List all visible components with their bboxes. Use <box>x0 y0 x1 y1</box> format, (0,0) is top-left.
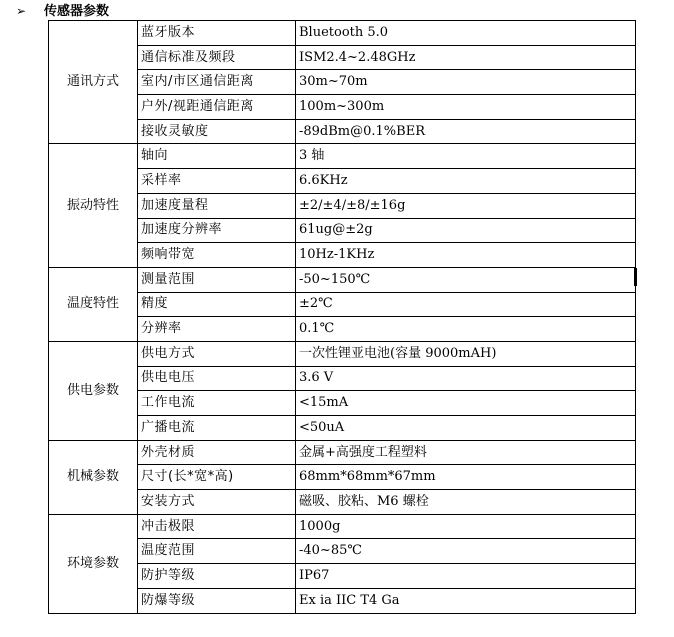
param-name-cell: 分辨率 <box>138 317 296 342</box>
param-name-cell: 尺寸(长*宽*高) <box>138 465 296 490</box>
table-row <box>49 539 636 564</box>
group-label: 通讯方式 <box>49 21 138 144</box>
param-value-cell: ±2/±4/±8/±16g <box>296 193 636 218</box>
param-name-cell: 供电电压 <box>138 366 296 391</box>
param-name-cell: 采样率 <box>138 169 296 194</box>
param-name-cell: 防爆等级 <box>138 588 296 613</box>
param-name-cell: 工作电流 <box>138 391 296 416</box>
param-name-cell: 蓝牙版本 <box>138 21 296 46</box>
group-label: 机械参数 <box>49 440 138 514</box>
param-name-cell: 户外/视距通信距离 <box>138 95 296 120</box>
param-value-cell: 61ug@±2g <box>296 218 636 243</box>
table-row <box>49 21 636 46</box>
param-name-cell: 冲击极限 <box>138 514 296 539</box>
param-value-cell: -50~150℃ <box>296 267 636 292</box>
table-row <box>49 169 636 194</box>
table-row <box>49 119 636 144</box>
param-value-cell: 磁吸、胶粘、M6 螺栓 <box>296 490 636 515</box>
param-value-cell: Bluetooth 5.0 <box>296 21 636 46</box>
param-name-cell: 频响带宽 <box>138 243 296 268</box>
param-name-cell: 供电方式 <box>138 341 296 366</box>
param-value-cell: 0.1℃ <box>296 317 636 342</box>
table-row <box>49 416 636 441</box>
param-value-cell: 10Hz-1KHz <box>296 243 636 268</box>
param-name-cell: 广播电流 <box>138 416 296 441</box>
param-value-cell: 30m~70m <box>296 70 636 95</box>
param-name-cell: 外壳材质 <box>138 440 296 465</box>
table-row <box>49 588 636 613</box>
param-value-cell: 3.6 V <box>296 366 636 391</box>
table-row <box>49 317 636 342</box>
param-value-cell: <50uA <box>296 416 636 441</box>
param-name-cell: 精度 <box>138 292 296 317</box>
param-name-cell: 加速度量程 <box>138 193 296 218</box>
param-value-cell: 1000g <box>296 514 636 539</box>
param-value-cell: 一次性锂亚电池(容量 9000mAH) <box>296 341 636 366</box>
table-row <box>49 218 636 243</box>
param-value-cell: Ex ia IIC T4 Ga <box>296 588 636 613</box>
param-value-cell: -40~85℃ <box>296 539 636 564</box>
param-name-cell: 测量范围 <box>138 267 296 292</box>
group-label: 温度特性 <box>49 267 138 341</box>
param-value-cell: ISM2.4~2.48GHz <box>296 45 636 70</box>
param-value-cell: 68mm*68mm*67mm <box>296 465 636 490</box>
table-row <box>49 514 636 539</box>
param-name-cell: 轴向 <box>138 144 296 169</box>
param-name-cell: 温度范围 <box>138 539 296 564</box>
table-row <box>49 144 636 169</box>
param-value-cell: 6.6KHz <box>296 169 636 194</box>
param-value-cell: -89dBm@0.1%BER <box>296 119 636 144</box>
param-value-cell: ±2℃ <box>296 292 636 317</box>
param-name-cell: 室内/市区通信距离 <box>138 70 296 95</box>
table-row <box>49 267 636 292</box>
param-value-cell: 100m~300m <box>296 95 636 120</box>
param-name-cell: 接收灵敏度 <box>138 119 296 144</box>
group-label: 振动特性 <box>49 144 138 267</box>
table-row <box>49 70 636 95</box>
table-row <box>49 440 636 465</box>
param-value-cell: IP67 <box>296 564 636 589</box>
spec-table-body <box>49 21 636 614</box>
table-row <box>49 95 636 120</box>
table-row <box>49 193 636 218</box>
table-row <box>49 391 636 416</box>
table-row <box>49 243 636 268</box>
group-label: 供电参数 <box>49 341 138 440</box>
param-name-cell: 通信标准及频段 <box>138 45 296 70</box>
table-row <box>49 490 636 515</box>
table-row <box>49 292 636 317</box>
section-heading <box>16 2 109 20</box>
section-title: 传感器参数 <box>44 4 110 19</box>
group-label: 环境参数 <box>49 514 138 613</box>
table-row <box>49 465 636 490</box>
param-value-cell: 3 轴 <box>296 144 636 169</box>
param-name-cell: 安装方式 <box>138 490 296 515</box>
sensor-spec-table <box>48 20 636 614</box>
table-row <box>49 341 636 366</box>
table-row <box>49 366 636 391</box>
table-row <box>49 564 636 589</box>
param-name-cell: 加速度分辨率 <box>138 218 296 243</box>
arrow-bullet-icon: ➢ <box>16 4 27 18</box>
edge-mark <box>634 268 637 286</box>
table-row <box>49 45 636 70</box>
param-value-cell: <15mA <box>296 391 636 416</box>
param-value-cell: 金属+高强度工程塑料 <box>296 440 636 465</box>
param-name-cell: 防护等级 <box>138 564 296 589</box>
